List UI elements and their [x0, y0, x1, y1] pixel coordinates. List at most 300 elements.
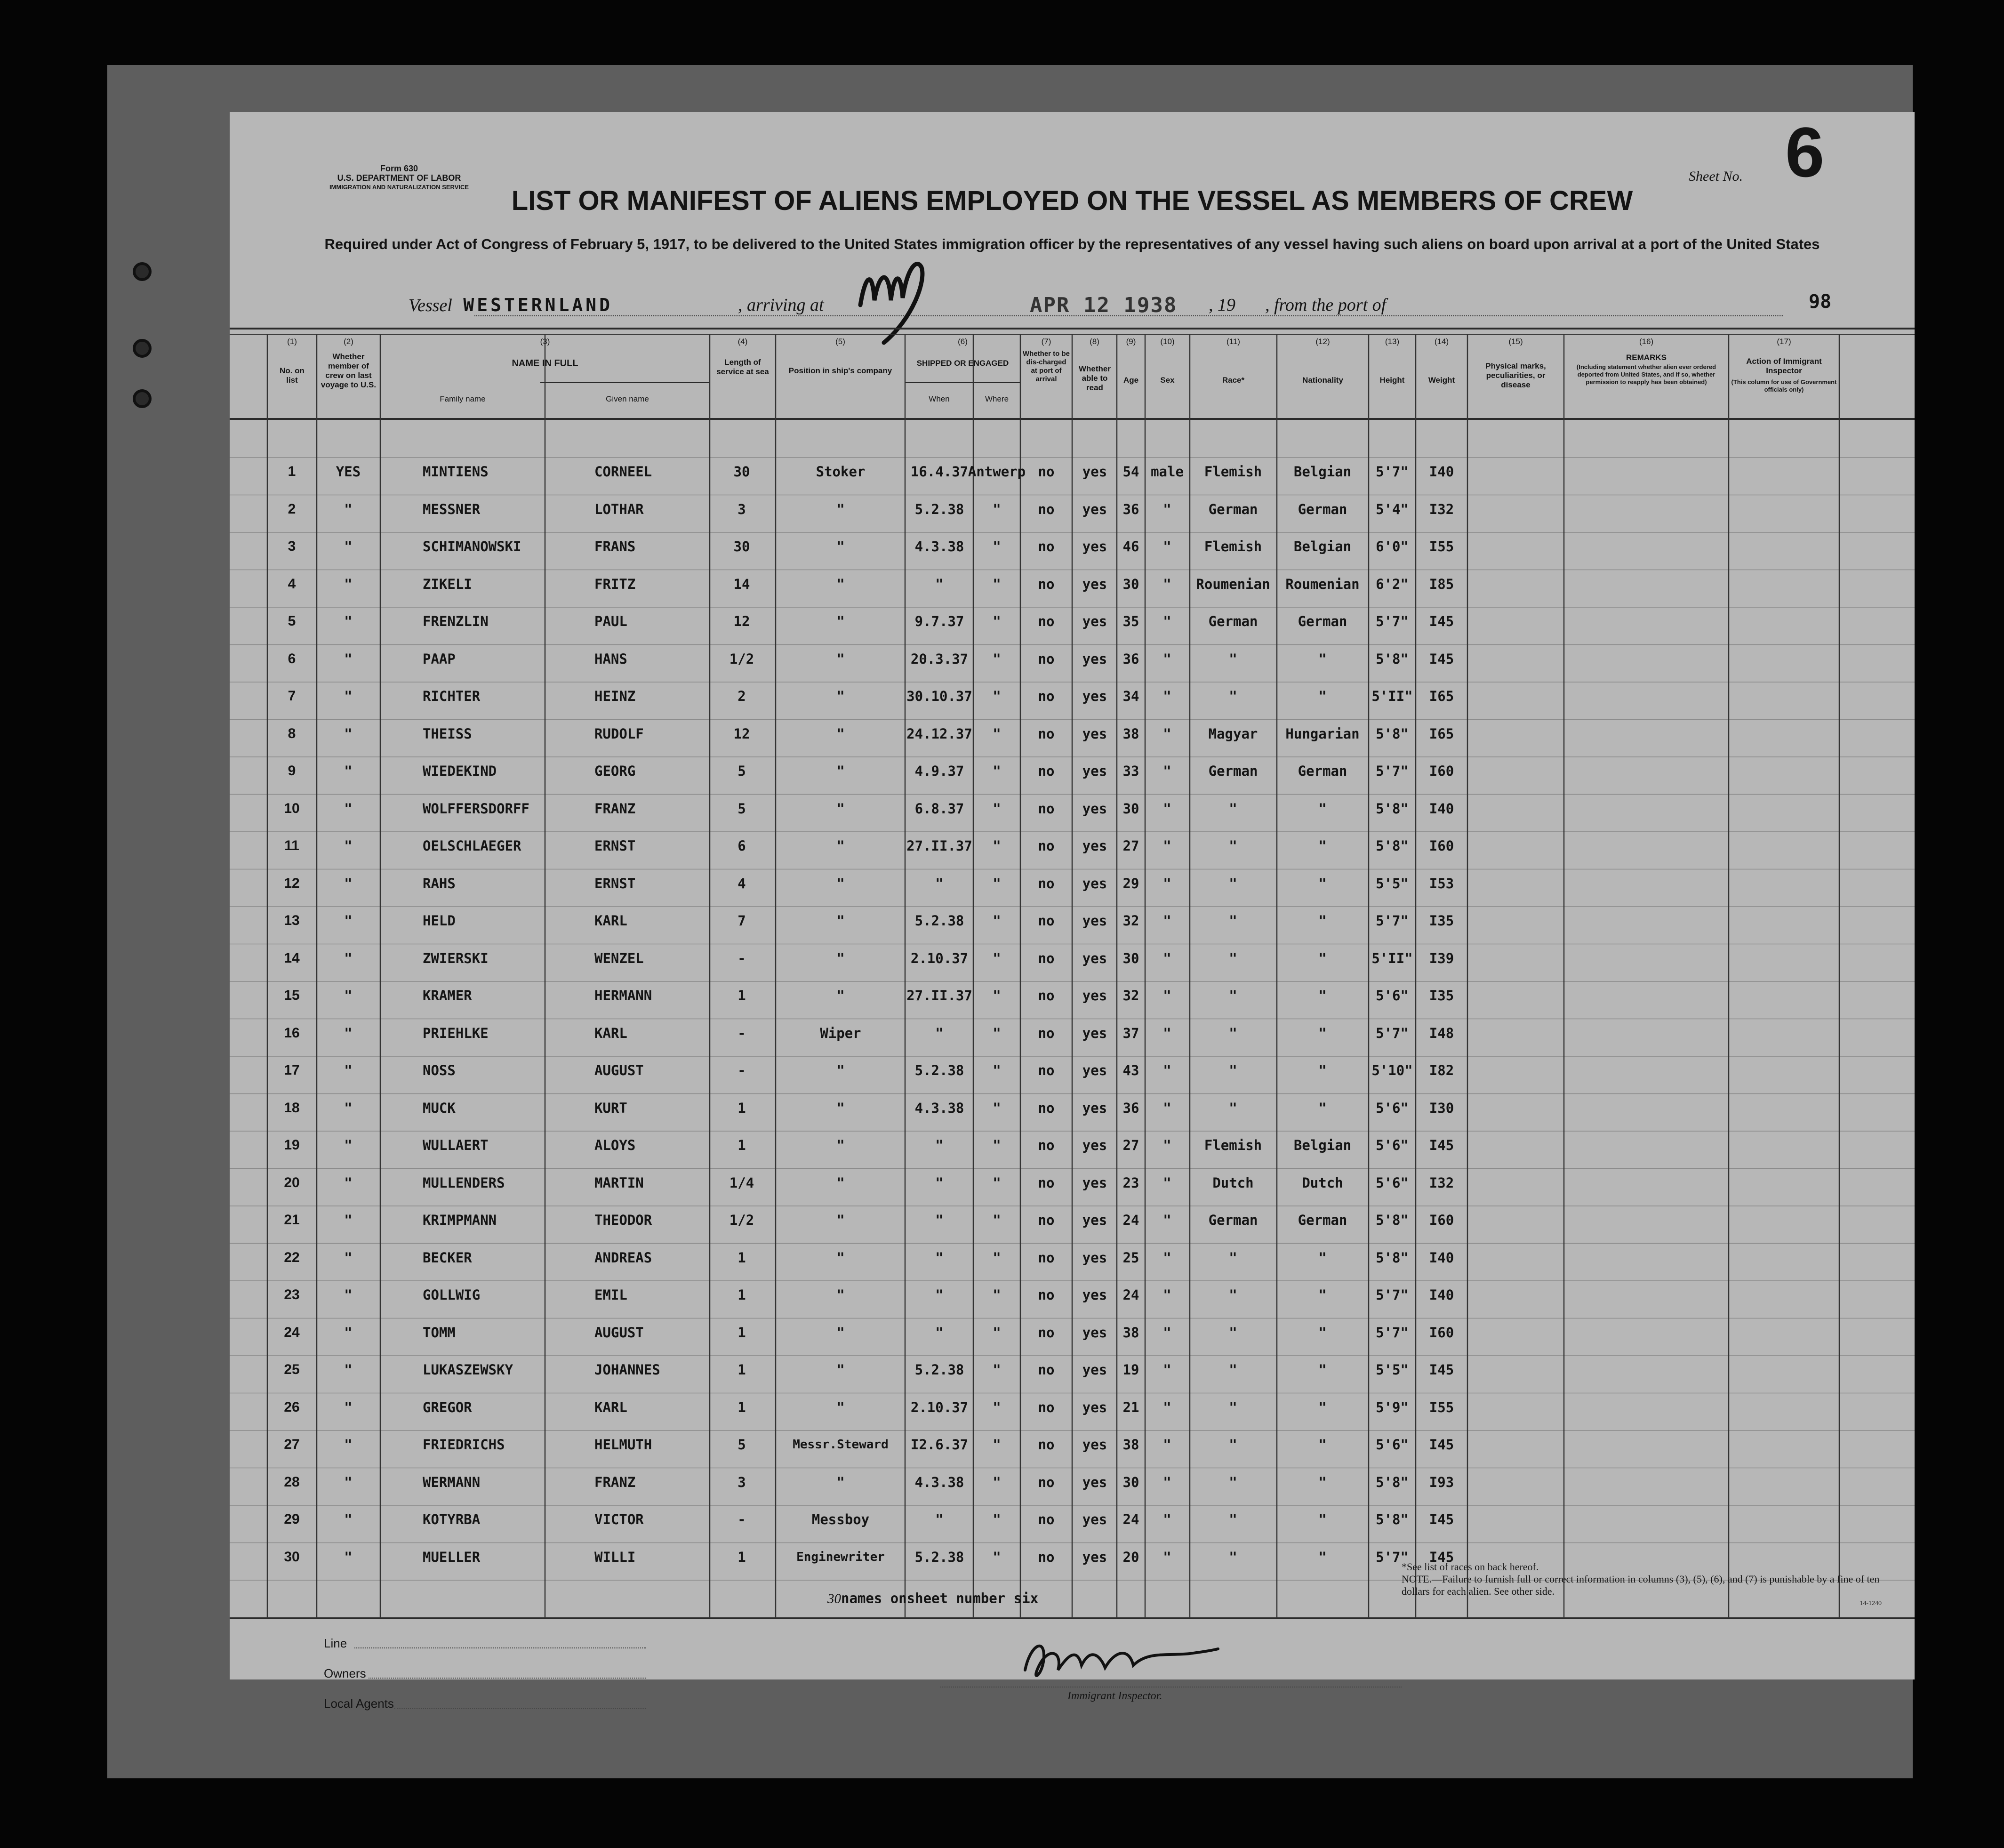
cell-given: MARTIN: [594, 1174, 644, 1191]
cell-age: 27: [1122, 1137, 1139, 1153]
cell-length: 5: [737, 763, 746, 779]
cell-when: 4.3.38: [914, 1100, 964, 1116]
cell-disch: no: [1038, 1437, 1055, 1453]
cell-sex: ": [1163, 800, 1171, 817]
cell-length: 5: [737, 800, 746, 817]
cell-position: ": [836, 1399, 845, 1415]
cell-height: 5'7": [1376, 1549, 1409, 1565]
cell-nat: ": [1318, 1399, 1327, 1415]
cell-nat: German: [1298, 613, 1347, 629]
cell-position: ": [836, 1100, 845, 1116]
cell-read: yes: [1082, 651, 1107, 667]
cell-family: BECKER: [423, 1249, 472, 1266]
cell-given: CORNEEL: [594, 464, 652, 480]
cell-sex: ": [1163, 1474, 1171, 1490]
cell-crew: ": [344, 1362, 353, 1378]
row-number: 10: [284, 800, 300, 816]
cell-where: ": [993, 725, 1001, 742]
cell-where: ": [993, 1249, 1001, 1266]
cell-disch: no: [1038, 950, 1055, 966]
vessel-label: Vessel: [409, 296, 452, 315]
cell-weight: I55: [1429, 538, 1454, 554]
cell-crew: ": [344, 501, 353, 517]
cell-read: yes: [1082, 763, 1107, 779]
cell-position: ": [836, 1137, 845, 1153]
cell-length: 1/4: [729, 1174, 754, 1191]
cell-weight: I45: [1429, 1137, 1454, 1153]
cell-crew: ": [344, 875, 353, 892]
cell-sex: ": [1163, 1062, 1171, 1078]
cell-read: yes: [1082, 1212, 1107, 1228]
cell-given: HEINZ: [594, 688, 636, 704]
cell-disch: no: [1038, 613, 1055, 629]
cell-where: ": [993, 1362, 1001, 1378]
cell-height: 6'0": [1376, 538, 1409, 554]
cell-length: -: [737, 1511, 746, 1527]
cell-race: ": [1229, 688, 1237, 704]
cell-where: ": [993, 950, 1001, 966]
row-number: 6: [288, 651, 296, 667]
cell-weight: I35: [1429, 913, 1454, 929]
cell-sex: ": [1163, 913, 1171, 929]
cell-race: German: [1208, 613, 1258, 629]
binder-hole: [133, 262, 152, 281]
row-number: 28: [284, 1474, 300, 1490]
cell-given: WENZEL: [594, 950, 644, 966]
column-number: (11): [1226, 337, 1240, 346]
header-given-name: Given name: [606, 394, 649, 403]
row-number: 2: [288, 501, 296, 517]
cell-weight: I45: [1429, 1437, 1454, 1453]
footer-agents-rule: [394, 1708, 646, 1709]
cell-read: yes: [1082, 875, 1107, 892]
cell-when: ": [935, 1025, 944, 1041]
cell-family: PRIEHLKE: [423, 1025, 489, 1041]
cell-nat: ": [1318, 1474, 1327, 1490]
header-action-note: (This column for use of Government officials only): [1731, 378, 1837, 393]
cell-given: VICTOR: [594, 1511, 644, 1527]
cell-disch: no: [1038, 1174, 1055, 1191]
cell-read: yes: [1082, 1362, 1107, 1378]
cell-family: ZIKELI: [423, 576, 472, 592]
footer-agents-label: Local Agents: [324, 1696, 394, 1711]
cell-sex: ": [1163, 1137, 1171, 1153]
cell-given: AUGUST: [594, 1062, 644, 1078]
cell-given: EMIL: [594, 1287, 627, 1303]
cell-family: WOLFFERSDORFF: [423, 800, 529, 817]
cell-sex: ": [1163, 1511, 1171, 1527]
cell-age: 29: [1122, 875, 1139, 892]
cell-sex: ": [1163, 763, 1171, 779]
cell-height: 5'8": [1376, 1511, 1409, 1527]
row-number: 8: [288, 725, 296, 741]
row-number: 15: [284, 988, 300, 1003]
cell-where: ": [993, 1324, 1001, 1341]
cell-nat: German: [1298, 501, 1347, 517]
cell-height: 5'7": [1376, 763, 1409, 779]
cell-crew: ": [344, 800, 353, 817]
cell-disch: no: [1038, 1100, 1055, 1116]
cell-age: 36: [1122, 651, 1139, 667]
cell-read: yes: [1082, 800, 1107, 817]
cell-position: ": [836, 913, 845, 929]
row-number: 13: [284, 913, 300, 928]
cell-race: ": [1229, 1249, 1237, 1266]
cell-when: 5.2.38: [914, 913, 964, 929]
cell-where: ": [993, 1062, 1001, 1078]
cell-family: KRIMPMANN: [423, 1212, 497, 1228]
cell-where: ": [993, 1511, 1001, 1527]
cell-read: yes: [1082, 501, 1107, 517]
cell-disch: no: [1038, 1474, 1055, 1490]
cell-race: Flemish: [1204, 464, 1262, 480]
header-able-to-read: Whether able to read: [1079, 364, 1111, 392]
cell-nat: ": [1318, 950, 1327, 966]
cell-disch: no: [1038, 464, 1055, 480]
cell-read: yes: [1082, 950, 1107, 966]
cell-sex: ": [1163, 950, 1171, 966]
header-discharged: Whether to be dis-charged at port of arrival: [1023, 350, 1070, 383]
cell-race: ": [1229, 988, 1237, 1004]
cell-race: ": [1229, 1324, 1237, 1341]
cell-read: yes: [1082, 988, 1107, 1004]
cell-read: yes: [1082, 1100, 1107, 1116]
cell-sex: ": [1163, 1025, 1171, 1041]
cell-height: 5'6": [1376, 1137, 1409, 1153]
arriving-label: , arriving at: [738, 295, 824, 315]
cell-family: HELD: [423, 913, 456, 929]
cell-nat: ": [1318, 1362, 1327, 1378]
cell-weight: I65: [1429, 725, 1454, 742]
cell-read: yes: [1082, 1287, 1107, 1303]
cell-crew: ": [344, 1287, 353, 1303]
cell-read: yes: [1082, 576, 1107, 592]
cell-given: FRANS: [594, 538, 636, 554]
cell-height: 5'10": [1371, 1062, 1413, 1078]
cell-family: MULLENDERS: [423, 1174, 505, 1191]
header-age: Age: [1123, 376, 1139, 385]
cell-weight: I65: [1429, 688, 1454, 704]
header-when: When: [929, 394, 950, 403]
cell-position: Stoker: [816, 464, 866, 480]
cell-weight: I32: [1429, 501, 1454, 517]
cell-weight: I85: [1429, 576, 1454, 592]
cell-family: GREGOR: [423, 1399, 472, 1415]
cell-family: WULLAERT: [423, 1137, 489, 1153]
cell-given: FRITZ: [594, 576, 636, 592]
cell-given: FRANZ: [594, 1474, 636, 1490]
row-number: 29: [284, 1511, 300, 1527]
cell-when: 2.10.37: [910, 1399, 969, 1415]
cell-disch: no: [1038, 1025, 1055, 1041]
cell-height: 5'9": [1376, 1399, 1409, 1415]
cell-sex: ": [1163, 651, 1171, 667]
cell-nat: ": [1318, 1324, 1327, 1341]
cell-sex: ": [1163, 875, 1171, 892]
cell-when: 24.12.37: [906, 725, 972, 742]
cell-height: 5'6": [1376, 1100, 1409, 1116]
cell-disch: no: [1038, 763, 1055, 779]
cell-disch: no: [1038, 1137, 1055, 1153]
cell-crew: ": [344, 913, 353, 929]
cell-height: 5'8": [1376, 800, 1409, 817]
cell-length: 1: [737, 1137, 746, 1153]
cell-race: German: [1208, 1212, 1258, 1228]
summary-text: names onsheet number six: [841, 1590, 1039, 1607]
cell-read: yes: [1082, 613, 1107, 629]
row-number: 22: [284, 1249, 300, 1265]
cell-read: yes: [1082, 725, 1107, 742]
header-race: Race*: [1222, 376, 1245, 385]
port-label: , from the port of: [1265, 295, 1387, 315]
header-remarks-note: (Including statement whether alien ever ordered deported from United States, and if so, whether permission to reapply has been obtained): [1576, 363, 1716, 386]
cell-nat: ": [1318, 988, 1327, 1004]
column-number: (2): [344, 337, 353, 346]
row-number: 14: [284, 950, 300, 966]
row-number: 19: [284, 1137, 300, 1153]
header-physical-marks: Physical marks, peculiarities, or disease: [1485, 362, 1546, 389]
header-nationality: Nationality: [1302, 376, 1343, 385]
cell-position: ": [836, 1212, 845, 1228]
cell-race: ": [1229, 1100, 1237, 1116]
cell-race: ": [1229, 1287, 1237, 1303]
cell-race: ": [1229, 838, 1237, 854]
cell-disch: no: [1038, 651, 1055, 667]
cell-weight: I93: [1429, 1474, 1454, 1490]
cell-race: Roumenian: [1196, 576, 1270, 592]
cell-disch: no: [1038, 875, 1055, 892]
cell-read: yes: [1082, 688, 1107, 704]
cell-nat: Belgian: [1293, 538, 1352, 554]
cell-given: KARL: [594, 913, 627, 929]
cell-length: 7: [737, 913, 746, 929]
cell-sex: ": [1163, 1324, 1171, 1341]
column-number: (12): [1315, 337, 1330, 346]
form-code: 14-1240: [1860, 1600, 1882, 1607]
cell-given: THEODOR: [594, 1212, 652, 1228]
cell-when: 4.9.37: [914, 763, 964, 779]
cell-age: 24: [1122, 1287, 1139, 1303]
cell-sex: ": [1163, 1362, 1171, 1378]
cell-given: ERNST: [594, 875, 636, 892]
cell-race: ": [1229, 1362, 1237, 1378]
cell-age: 37: [1122, 1025, 1139, 1041]
cell-where: ": [993, 1474, 1001, 1490]
cell-length: 3: [737, 1474, 746, 1490]
year-label: , 19: [1209, 295, 1235, 315]
cell-race: ": [1229, 1399, 1237, 1415]
row-number: 3: [288, 538, 296, 554]
cell-where: ": [993, 538, 1001, 554]
race-note: *See list of races on back hereof.: [1402, 1561, 1539, 1573]
cell-read: yes: [1082, 1399, 1107, 1415]
cell-crew: ": [344, 1025, 353, 1041]
cell-disch: no: [1038, 838, 1055, 854]
cell-race: ": [1229, 651, 1237, 667]
cell-race: German: [1208, 501, 1258, 517]
cell-read: yes: [1082, 1062, 1107, 1078]
cell-height: 5'7": [1376, 1025, 1409, 1041]
cell-height: 5'8": [1376, 838, 1409, 854]
cell-family: NOSS: [423, 1062, 456, 1078]
header-position: Position in ship's company: [788, 366, 892, 375]
cell-read: yes: [1082, 1025, 1107, 1041]
column-number: (4): [737, 337, 748, 346]
cell-family: OELSCHLAEGER: [423, 838, 521, 854]
cell-when: 5.2.38: [914, 1549, 964, 1565]
cell-disch: no: [1038, 576, 1055, 592]
cell-when: ": [935, 1174, 944, 1191]
cell-read: yes: [1082, 1437, 1107, 1453]
manifest-sheet: [230, 112, 1915, 1711]
cell-weight: I60: [1429, 1324, 1454, 1341]
cell-given: KARL: [594, 1025, 627, 1041]
cell-disch: no: [1038, 538, 1055, 554]
cell-nat: ": [1318, 1437, 1327, 1453]
cell-position: ": [836, 763, 845, 779]
cell-position: ": [836, 988, 845, 1004]
column-number: (15): [1508, 337, 1523, 346]
cell-height: 5'7": [1376, 913, 1409, 929]
cell-sex: ": [1163, 1549, 1171, 1565]
cell-family: KRAMER: [423, 988, 472, 1004]
cell-sex: male: [1151, 464, 1184, 480]
cell-sex: ": [1163, 538, 1171, 554]
cell-age: 30: [1122, 800, 1139, 817]
cell-age: 33: [1122, 763, 1139, 779]
cell-sex: ": [1163, 1100, 1171, 1116]
cell-height: 5'7": [1376, 1324, 1409, 1341]
footer-notes: [1402, 1561, 1882, 1610]
cell-where: ": [993, 1174, 1001, 1191]
cell-sex: ": [1163, 576, 1171, 592]
cell-age: 46: [1122, 538, 1139, 554]
cell-when: 5.2.38: [914, 1062, 964, 1078]
cell-where: ": [993, 875, 1001, 892]
row-number: 21: [284, 1212, 300, 1228]
cell-when: ": [935, 1212, 944, 1228]
cell-family: TOMM: [423, 1324, 456, 1341]
cell-crew: ": [344, 1062, 353, 1078]
cell-sex: ": [1163, 1174, 1171, 1191]
vessel-name: WESTERNLAND: [463, 295, 613, 315]
cell-when: ": [935, 1249, 944, 1266]
cell-nat: ": [1318, 1511, 1327, 1527]
sheet-label: Sheet No.: [1689, 169, 1743, 184]
cell-disch: no: [1038, 1062, 1055, 1078]
cell-crew: ": [344, 725, 353, 742]
cell-height: 5'5": [1376, 1362, 1409, 1378]
cell-crew: ": [344, 576, 353, 592]
footer-line-rule: [354, 1647, 646, 1648]
cell-weight: I82: [1429, 1062, 1454, 1078]
header-name-in-full: NAME IN FULL: [512, 358, 578, 369]
header-no-on-list: No. on list: [280, 366, 305, 385]
footer-line-label: Line: [324, 1636, 347, 1650]
cell-position: ": [836, 501, 845, 517]
cell-weight: I45: [1429, 1511, 1454, 1527]
cell-sex: ": [1163, 613, 1171, 629]
cell-family: PAAP: [423, 651, 456, 667]
cell-length: -: [737, 1062, 746, 1078]
cell-sex: ": [1163, 1437, 1171, 1453]
row-number: 18: [284, 1100, 300, 1116]
cell-family: FRIEDRICHS: [423, 1437, 505, 1453]
header-action: Action of Immigrant Inspector: [1746, 357, 1822, 375]
cell-age: 24: [1122, 1212, 1139, 1228]
cell-length: 12: [733, 613, 750, 629]
row-number: 1: [288, 464, 296, 479]
cell-sex: ": [1163, 838, 1171, 854]
cell-given: HELMUTH: [594, 1437, 652, 1453]
cell-weight: I45: [1429, 651, 1454, 667]
cell-given: AUGUST: [594, 1324, 644, 1341]
row-number: 30: [284, 1549, 300, 1565]
cell-weight: I45: [1429, 1549, 1454, 1565]
cell-weight: I48: [1429, 1025, 1454, 1041]
cell-crew: ": [344, 1324, 353, 1341]
cell-read: yes: [1082, 1137, 1107, 1153]
cell-length: 1/2: [729, 651, 754, 667]
cell-height: 5'7": [1376, 1287, 1409, 1303]
cell-race: ": [1229, 875, 1237, 892]
cell-nat: Belgian: [1293, 1137, 1352, 1153]
cell-where: Antwerp: [968, 464, 1026, 480]
cell-disch: no: [1038, 1212, 1055, 1228]
cell-age: 19: [1122, 1362, 1139, 1378]
sheet-number: 6: [1785, 112, 1825, 192]
cell-where: ": [993, 1437, 1001, 1453]
cell-weight: I40: [1429, 1287, 1454, 1303]
cell-where: ": [993, 613, 1001, 629]
cell-weight: I39: [1429, 950, 1454, 966]
cell-crew: ": [344, 1549, 353, 1565]
cell-nat: ": [1318, 800, 1327, 817]
header-weight: Weight: [1428, 376, 1455, 385]
cell-crew: ": [344, 1437, 353, 1453]
cell-disch: no: [1038, 688, 1055, 704]
cell-disch: no: [1038, 1287, 1055, 1303]
cell-length: 1: [737, 1324, 746, 1341]
cell-sex: ": [1163, 1249, 1171, 1266]
cell-sex: ": [1163, 1287, 1171, 1303]
cell-height: 5'8": [1376, 651, 1409, 667]
inspector-title: Immigrant Inspector.: [1067, 1690, 1162, 1702]
cell-family: FRENZLIN: [423, 613, 489, 629]
cell-weight: I45: [1429, 1362, 1454, 1378]
cell-sex: ": [1163, 688, 1171, 704]
cell-given: ERNST: [594, 838, 636, 854]
cell-when: 5.2.38: [914, 1362, 964, 1378]
cell-family: SCHIMANOWSKI: [423, 538, 521, 554]
cell-position: ": [836, 576, 845, 592]
row-number: 9: [288, 763, 296, 779]
cell-family: WIEDEKIND: [423, 763, 497, 779]
cell-length: 1: [737, 1287, 746, 1303]
cell-position: ": [836, 1174, 845, 1191]
cell-age: 32: [1122, 988, 1139, 1004]
cell-length: 2: [737, 688, 746, 704]
column-number: (7): [1041, 337, 1051, 346]
cell-when: 2.10.37: [910, 950, 969, 966]
row-number: 27: [284, 1437, 300, 1452]
row-number: 24: [284, 1324, 300, 1340]
cell-nat: ": [1318, 875, 1327, 892]
cell-where: ": [993, 501, 1001, 517]
column-number: (17): [1777, 337, 1791, 346]
cell-crew: ": [344, 688, 353, 704]
service-name: IMMIGRATION AND NATURALIZATION SERVICE: [329, 184, 469, 191]
